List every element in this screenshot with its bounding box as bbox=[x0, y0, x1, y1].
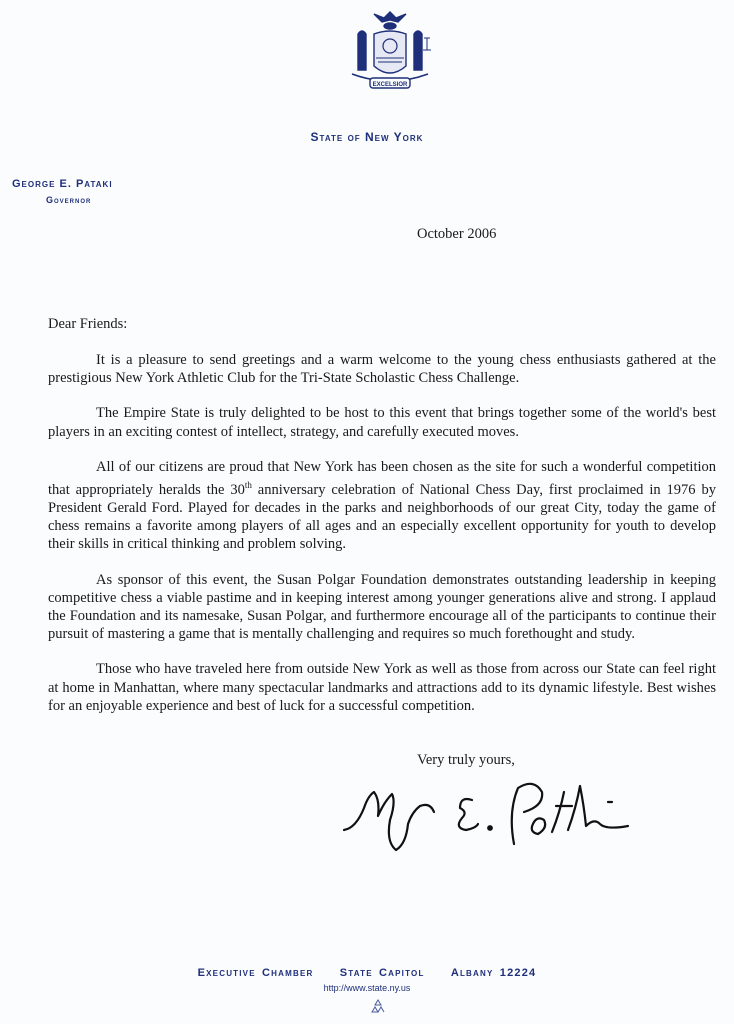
ordinal-superscript: th bbox=[244, 480, 252, 491]
footer-office: Executive Chamber bbox=[197, 967, 314, 979]
letter-date: October 2006 bbox=[417, 226, 497, 242]
letterhead-footer bbox=[0, 967, 734, 979]
letterhead-governor-title: Governor bbox=[46, 195, 92, 205]
letter-salutation: Dear Friends: bbox=[48, 316, 128, 332]
letter-paragraph: Those who have traveled here from outside New York as well as those from across our State can feel right at home in Manhattan, where many spectacular landmarks and attractions add to its dynamic lifestyle. Best wishes for an enjoyable experience and best of luck for a successful competition. bbox=[48, 661, 716, 714]
letterhead-governor-name: George E. Pataki bbox=[12, 178, 113, 190]
letter-paragraph: It is a pleasure to send greetings and a warm welcome to the young chess enthusiasts gathered at the prestigious New York Athletic Club for the Tri-State Scholastic Chess Challenge. bbox=[48, 352, 716, 387]
footer-city: Albany 12224 bbox=[450, 967, 537, 979]
letter-closing: Very truly yours, bbox=[417, 752, 515, 768]
letter-body bbox=[48, 351, 716, 732]
letter-paragraph: The Empire State is truly delighted to be host to this event that brings together some of the world's best players in an exciting contest of intellect, strategy, and carefully executed moves. bbox=[48, 405, 716, 440]
recycle-icon bbox=[369, 998, 387, 1016]
signature-icon bbox=[338, 772, 638, 862]
letter-paragraph bbox=[48, 458, 716, 554]
footer-url: http://www.state.ny.us bbox=[323, 983, 411, 993]
svg-text:EXCELSIOR: EXCELSIOR bbox=[372, 82, 408, 88]
letter-paragraph-text: All of our citizens are proud that New York has been chosen as the site for such a wonderful competition that appropriately heralds the 30 bbox=[48, 458, 716, 498]
state-seal-icon bbox=[344, 8, 436, 96]
letter-paragraph: As sponsor of this event, the Susan Polgar Foundation demonstrates outstanding leadership in keeping competitive chess a viable pastime and in keeping interest among younger generations alive and strong. I applaud the Foundation and its namesake, Susan Polgar, and furthermore encourage all of the participants to continue their pursuit of mastering a game that is mentally challenging and requires so much forethought and study. bbox=[48, 571, 716, 643]
footer-location: State Capitol bbox=[339, 967, 425, 979]
letter-paragraph-text: anniversary celebration of National Chess Day, first proclaimed in 1976 by President Gerald Ford. Played for decades in the parks and neighborhoods of our great City, today the game of chess remains a favorite among players of all ages and an especially excellent opportunity for youth to develop their skills in critical thinking and problem solving. bbox=[48, 481, 716, 553]
letterhead-state-name: State of New York bbox=[310, 130, 424, 144]
